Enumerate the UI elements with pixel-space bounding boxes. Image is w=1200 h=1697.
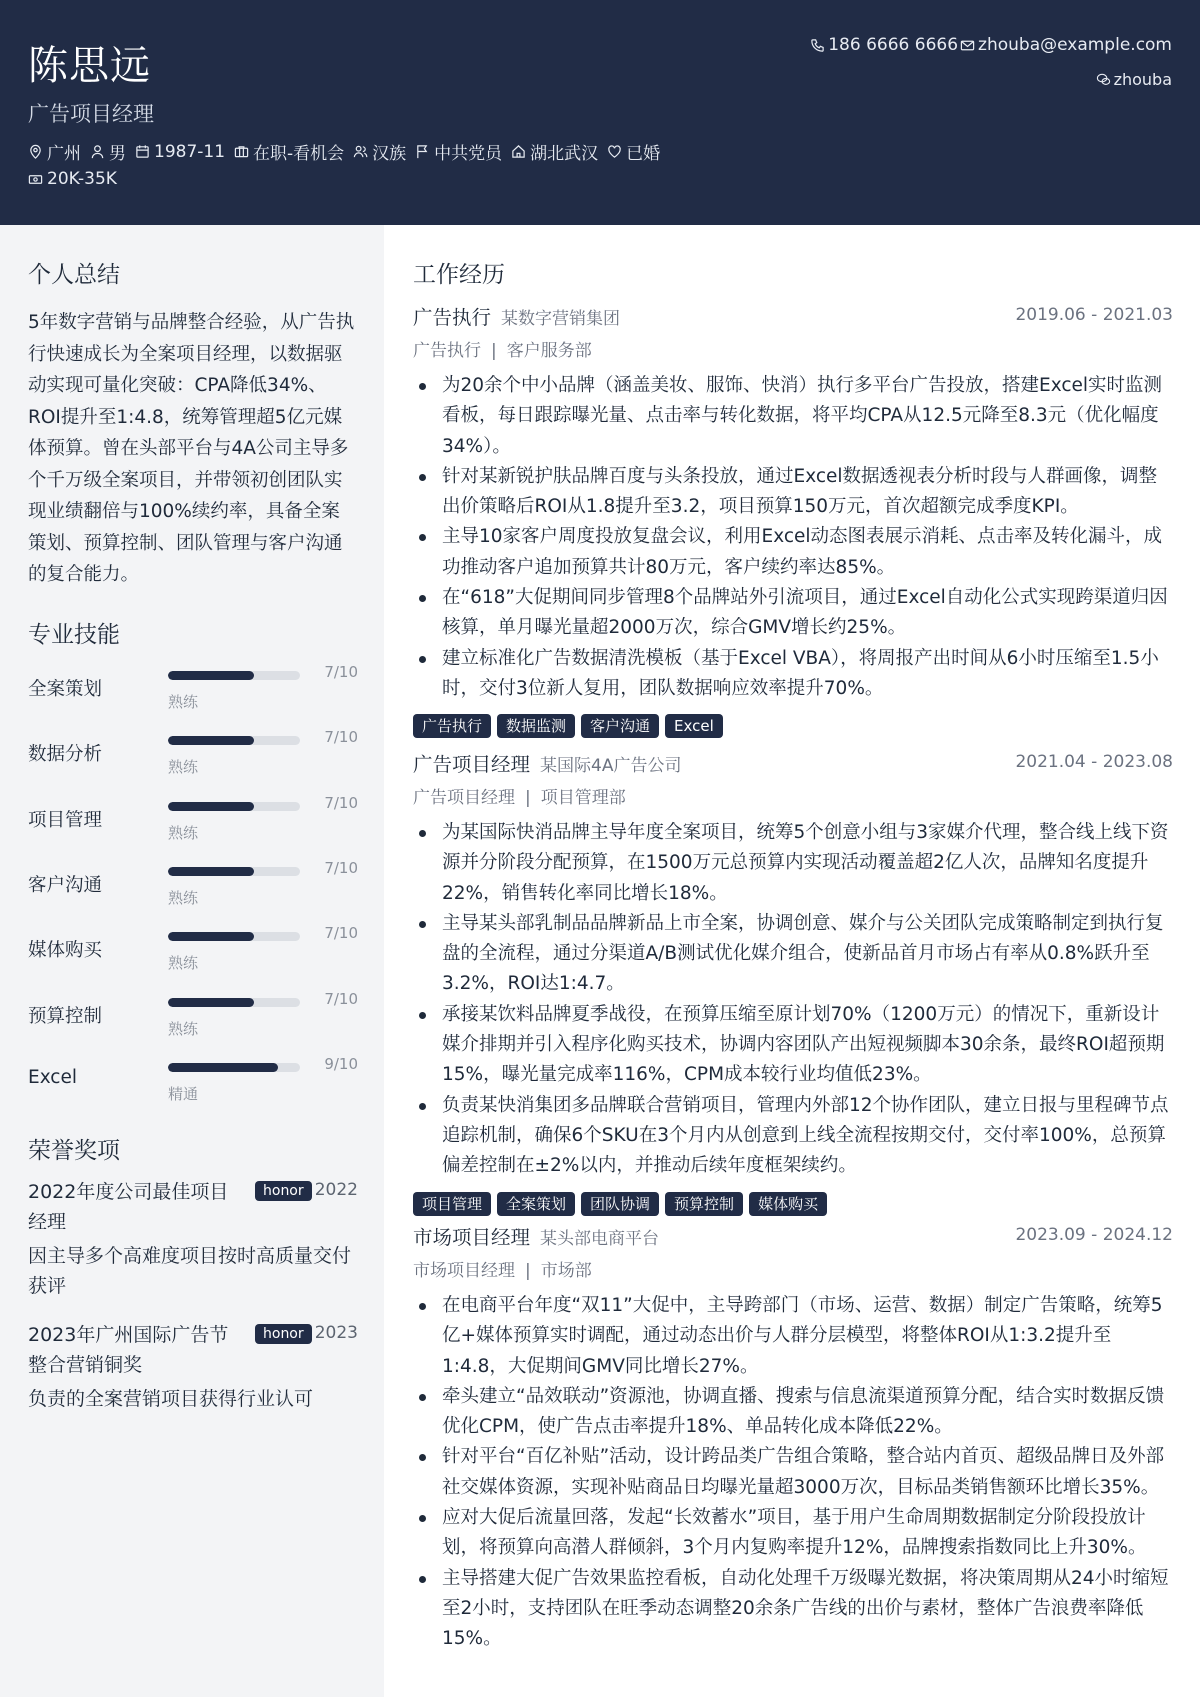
job-bullets <box>413 818 1173 1182</box>
list-item: 应对大促后流量回落，发起“长效蓄水”项目，基于用户生命周期数据制定分阶段投放计划，将预算向高潜人群倾斜，3个月内复购率提升12%，品牌搜索指数同比上升30%。 <box>413 1503 1173 1564</box>
summary-section <box>28 256 358 591</box>
skill-tag: 数据监测 <box>497 714 575 738</box>
skill-tag: 客户沟通 <box>581 714 659 738</box>
home-icon <box>511 144 526 159</box>
skill-row <box>28 1055 358 1115</box>
skill-bar-fill <box>168 736 254 745</box>
people-icon <box>353 144 368 159</box>
skill-tag: 广告执行 <box>413 714 491 738</box>
list-item: 为某国际快消品牌主导年度全案项目，统筹5个创意小组与3家媒介代理，整合线上线下资源并分阶段分配预算，在1500万元总预算内实现活动覆盖超2亿人次，品牌知名度提升22%，销售转化率同比增长18%。 <box>413 818 1173 909</box>
list-item: 主导搭建大促广告效果监控看板，自动化处理千万级曝光数据，将决策周期从24小时缩短至2小时，支持团队在旺季动态调整20余条广告线的出价与素材，整体广告浪费率降低15%。 <box>413 1564 1173 1655</box>
info-ethnicity: 汉族 <box>353 139 406 164</box>
job-tags <box>413 714 1173 738</box>
skill-bar-fill <box>168 998 254 1007</box>
skill-row <box>28 728 358 788</box>
job-position: 广告执行 <box>413 341 481 361</box>
list-item: 为20余个中小品牌（涵盖美妆、服饰、快消）执行多平台广告投放，搭建Excel实时监测看板，每日跟踪曝光量、点击率与转化数据，将平均CPA从12.5元降至8.3元（优化幅度34%）。 <box>413 371 1173 462</box>
skill-bar-fill <box>168 671 254 680</box>
job-entry <box>413 302 1173 738</box>
location-icon <box>28 144 43 159</box>
skill-tag: Excel <box>665 714 723 738</box>
personal-info-row <box>28 139 669 164</box>
honor-desc: 因主导多个高难度项目按时高质量交付获评 <box>28 1245 352 1297</box>
skill-name: 项目管理 <box>28 809 103 831</box>
job-dept: 市场部 <box>540 1261 592 1281</box>
honor-item <box>28 1177 358 1301</box>
wechat-id[interactable]: zhouba <box>1113 70 1172 89</box>
info-status: 在职-看机会 <box>234 139 344 164</box>
job-company: 某头部电商平台 <box>540 1229 660 1249</box>
honors-title-wrap <box>28 1132 358 1165</box>
skill-bar <box>168 998 300 1007</box>
list-item: 针对某新锐护肤品牌百度与头条投放，通过Excel数据透视表分析时段与人群画像，调整出价策略后ROI从1.8提升至3.2，项目预算150万元，首次超额完成季度KPI。 <box>413 462 1173 523</box>
job-title: 广告执行 <box>413 306 492 329</box>
job-company: 某数字营销集团 <box>501 309 621 329</box>
briefcase-icon <box>234 144 249 159</box>
skill-score: 7/10 <box>324 858 358 877</box>
job-entry <box>413 1222 1173 1655</box>
skill-row <box>28 990 358 1050</box>
job-subtitle: 广告执行 | 客户服务部 <box>413 341 592 361</box>
job-header <box>413 1222 1173 1252</box>
skill-score: 7/10 <box>324 924 358 943</box>
honor-year: 2022 <box>314 1180 358 1200</box>
work-title: 工作经历 <box>413 262 505 288</box>
salary-row <box>28 169 126 189</box>
skill-level: 熟练 <box>168 954 199 973</box>
job-date: 2019.06 - 2021.03 <box>1015 305 1173 325</box>
skill-name: 客户沟通 <box>28 874 103 896</box>
skill-bar <box>168 932 300 941</box>
job-bullets <box>413 1291 1173 1655</box>
skill-level: 熟练 <box>168 1019 199 1038</box>
skill-bar <box>168 1063 300 1072</box>
job-subtitle: 市场项目经理 | 市场部 <box>413 1261 592 1281</box>
summary-text: 5年数字营销与品牌整合经验，从广告执行快速成长为全案项目经理，以数据驱动实现可量化突破：CPA降低34%、ROI提升至1:4.8，统筹管理超5亿元媒体预算。曾在头部平台与4A公司主导多个千万级全案项目，并带领初创团队实现业绩翻倍与100%续约率，具备全案策划、预算控制、团队管理与客户沟通的复合能力。 <box>28 312 355 585</box>
skill-level: 熟练 <box>168 693 199 711</box>
phone-number[interactable]: 186 6666 6666 <box>828 35 959 55</box>
skill-row <box>28 794 358 854</box>
skill-level: 熟练 <box>168 758 199 777</box>
job-date: 2023.09 - 2024.12 <box>1015 1225 1173 1245</box>
skill-tag: 预算控制 <box>665 1192 743 1216</box>
skill-level: 熟练 <box>168 823 199 842</box>
honor-tag: honor <box>255 1181 312 1201</box>
person-icon <box>90 144 105 159</box>
skill-score: 7/10 <box>324 989 358 1008</box>
list-item: 主导某头部乳制品品牌新品上市全案，协调创意、媒介与公关团队完成策略制定到执行复盘的全流程，通过分渠道A/B测试优化媒介组合，使新品首月市场占有率从0.8%跃升至3.2%，ROI达1:4.7。 <box>413 909 1173 1000</box>
list-item: 针对平台“百亿补贴”活动，设计跨品类广告组合策略，整合站内首页、超级品牌日及外部社交媒体资源，实现补贴商品日均曝光量超3000万次，目标品类销售额环比增长35%。 <box>413 1442 1173 1503</box>
job-position: 市场项目经理 <box>413 1261 515 1281</box>
list-item: 负责某快消集团多品牌联合营销项目，管理内外部12个协作团队，建立日报与里程碑节点追踪机制，确保6个SKU在3个月内从创意到上线全流程按期交付，交付率100%，总预算偏差控制在±2%以内，并推动后续年度框架续约。 <box>413 1091 1173 1182</box>
contact-row <box>810 35 1172 55</box>
skill-bar-fill <box>168 867 254 876</box>
email-address[interactable]: zhouba@example.com <box>978 35 1172 55</box>
job-tags <box>413 1192 1173 1216</box>
info-location: 广州 <box>28 139 81 164</box>
skill-name: 预算控制 <box>28 1005 103 1027</box>
honor-title: 2022年度公司最佳项目经理 <box>28 1181 229 1233</box>
skill-bar-fill <box>168 1063 278 1072</box>
skill-name: 全案策划 <box>28 679 103 700</box>
phone-icon <box>810 38 825 53</box>
info-birth: 1987-11 <box>135 142 225 162</box>
skill-bar <box>168 802 300 811</box>
list-item: 在电商平台年度“双11”大促中，主导跨部门（市场、运营、数据）制定广告策略，统筹5亿+媒体预算实时调配，通过动态出价与人群分层模型，将整体ROI从1:3.2提升至1:4.8，大促期间GMV同比增长27%。 <box>413 1291 1173 1382</box>
job-date: 2021.04 - 2023.08 <box>1015 752 1173 772</box>
skill-level: 熟练 <box>168 888 199 907</box>
info-party: 中共党员 <box>415 139 502 164</box>
skill-bar-fill <box>168 932 254 941</box>
heart-icon <box>607 144 622 159</box>
info-gender: 男 <box>90 139 126 164</box>
list-item: 承接某饮料品牌夏季战役，在预算压缩至原计划70%（1200万元）的情况下，重新设计媒介排期并引入程序化购买技术，协调内容团队产出短视频脚本30余条，最终ROI超预期15%，曝光量完成率116%，CPM成本较行业均值低23%。 <box>413 1000 1173 1091</box>
skill-tag: 全案策划 <box>497 1192 575 1216</box>
skills-title-wrap <box>28 616 358 649</box>
skill-row <box>28 924 358 984</box>
skill-level: 精通 <box>168 1084 199 1103</box>
honor-item <box>28 1320 358 1414</box>
job-dept: 项目管理部 <box>540 788 626 808</box>
job-header <box>413 749 1173 779</box>
skill-row <box>28 859 358 919</box>
mail-icon <box>960 38 975 53</box>
honor-title: 2023年广州国际广告节整合营销铜奖 <box>28 1324 229 1376</box>
skill-bar <box>168 736 300 745</box>
job-bullets <box>413 371 1173 704</box>
info-marital: 已婚 <box>607 139 660 164</box>
skill-tag: 项目管理 <box>413 1192 491 1216</box>
work-section <box>413 256 1173 289</box>
job-entry <box>413 749 1173 1216</box>
job-title: 市场项目经理 <box>413 1226 531 1249</box>
skill-name: 数据分析 <box>28 744 103 766</box>
skill-score: 7/10 <box>324 793 358 812</box>
calendar-icon <box>135 144 150 159</box>
job-header <box>413 302 1173 332</box>
list-item: 主导10家客户周度投放复盘会议，利用Excel动态图表展示消耗、点击率及转化漏斗，成功推动客户追加预算共计80万元，客户续约率达85%。 <box>413 522 1173 583</box>
flag-icon <box>415 144 430 159</box>
list-item: 在“618”大促期间同步管理8个品牌站外引流项目，通过Excel自动化公式实现跨渠道归因核算，单月曝光量超2000万次，综合GMV增长约25%。 <box>413 583 1173 644</box>
skill-tag: 团队协调 <box>581 1192 659 1216</box>
skill-score: 9/10 <box>324 1054 358 1073</box>
job-subtitle: 广告项目经理 | 项目管理部 <box>413 788 626 808</box>
skill-score: 7/10 <box>324 663 358 681</box>
list-item: 建立标准化广告数据清洗模板（基于Excel VBA），将周报产出时间从6小时压缩至1.5小时，交付3位新人复用，团队数据响应效率提升70%。 <box>413 644 1173 705</box>
skill-row <box>28 663 358 723</box>
job-company: 某国际4A广告公司 <box>540 756 682 776</box>
honors-title: 荣誉奖项 <box>28 1138 120 1164</box>
info-salary: 20K-35K <box>28 169 117 189</box>
wechat-icon <box>1096 72 1111 87</box>
skill-name: Excel <box>28 1066 78 1088</box>
skill-bar-fill <box>168 802 254 811</box>
skill-tag: 媒体购买 <box>749 1192 827 1216</box>
skill-bar <box>168 867 300 876</box>
honor-desc: 负责的全案营销项目获得行业认可 <box>28 1388 314 1410</box>
honor-year: 2023 <box>314 1323 358 1343</box>
honor-tag: honor <box>255 1324 312 1344</box>
resume-header <box>0 0 1200 225</box>
candidate-role: 广告项目经理 <box>28 102 154 126</box>
skill-bar <box>168 671 300 680</box>
job-title: 广告项目经理 <box>413 753 531 776</box>
skills-title: 专业技能 <box>28 622 120 648</box>
job-dept: 客户服务部 <box>506 341 592 361</box>
money-icon <box>28 172 43 187</box>
list-item: 牵头建立“品效联动”资源池，协调直播、搜索与信息流渠道预算分配，结合实时数据反馈优化CPM，使广告点击率提升18%、单品转化成本降低22%。 <box>413 1382 1173 1443</box>
skill-name: 媒体购买 <box>28 940 103 962</box>
candidate-name: 陈思远 <box>28 43 151 89</box>
info-hometown: 湖北武汉 <box>511 139 598 164</box>
wechat-row <box>1096 70 1172 89</box>
summary-title: 个人总结 <box>28 262 120 288</box>
job-position: 广告项目经理 <box>413 788 515 808</box>
skill-score: 7/10 <box>324 728 358 747</box>
